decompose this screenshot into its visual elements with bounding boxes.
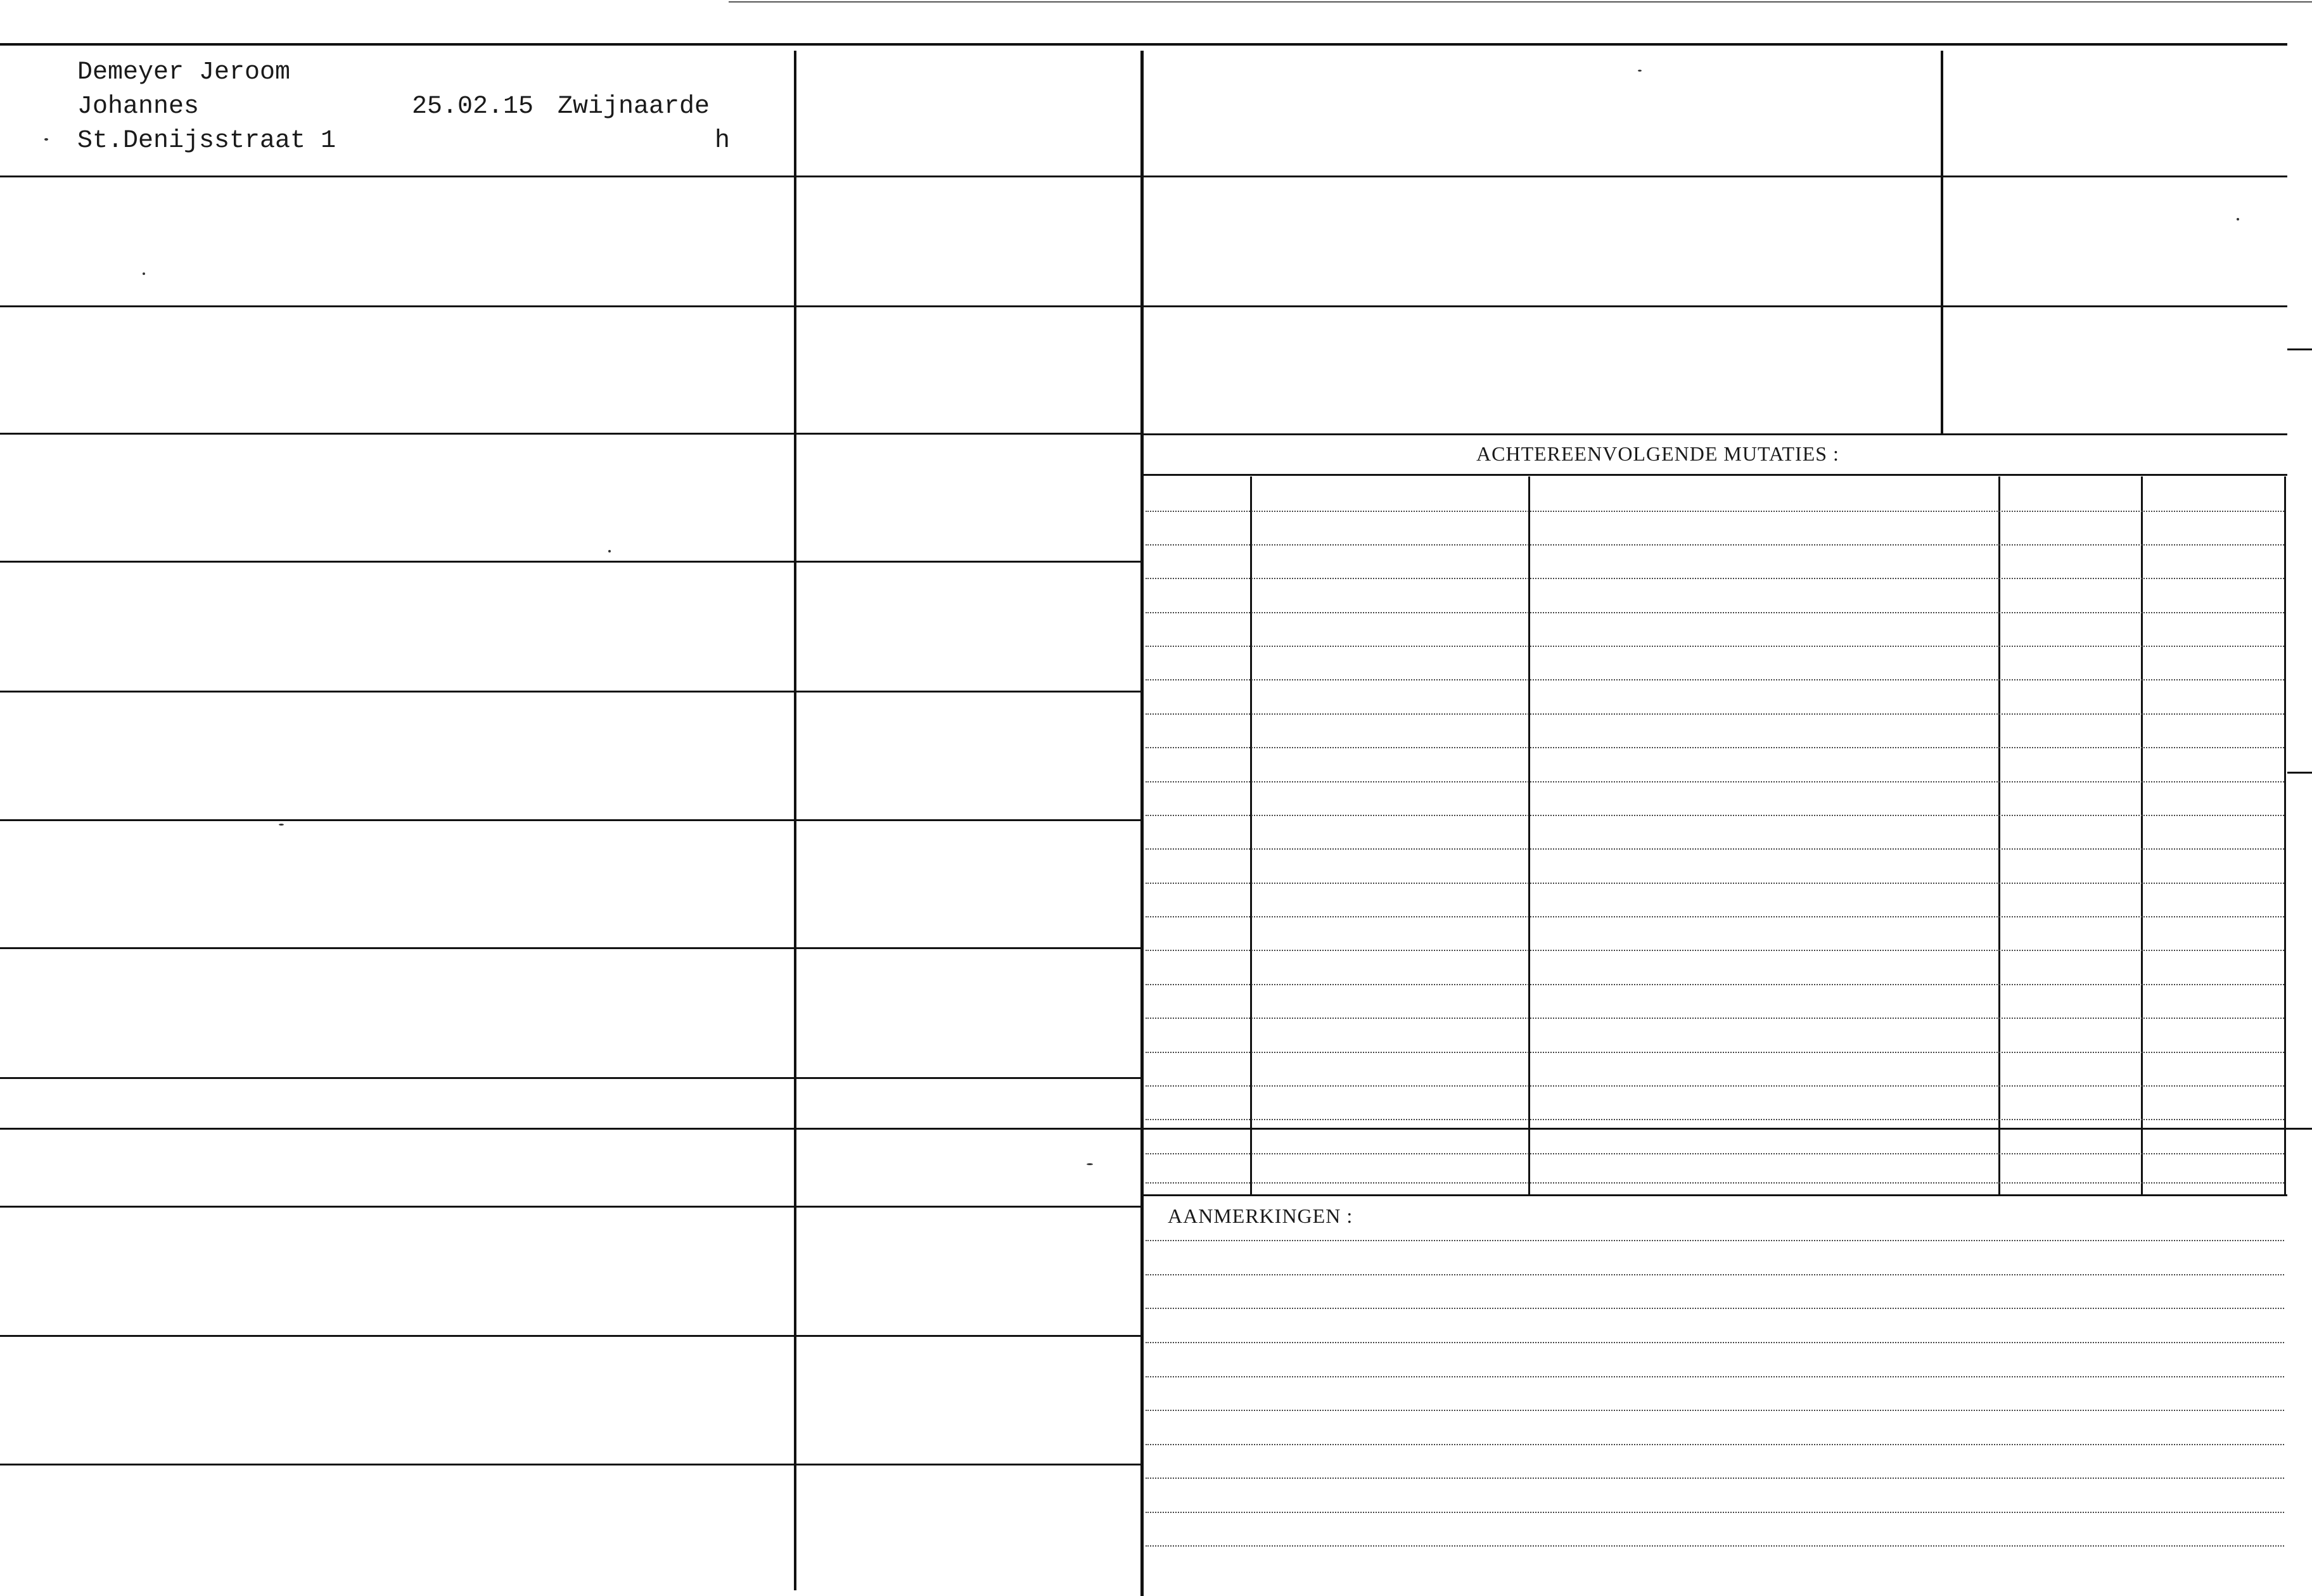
scan-speck: [279, 824, 284, 826]
mutations-col-divider: [1250, 476, 1252, 1194]
remark-dotted-line: [1146, 1512, 2284, 1513]
right-row-line: [1140, 176, 2287, 177]
right-row-line: [1140, 305, 2287, 307]
mutation-dotted-line: [1146, 679, 2284, 680]
scan-speck: [1087, 1163, 1093, 1165]
mutation-dotted-line: [1146, 646, 2284, 647]
remark-dotted-line: [1146, 1342, 2284, 1343]
row-line: [0, 819, 1140, 821]
right-row-line: [1140, 433, 2287, 435]
mutation-dotted-line: [1146, 815, 2284, 816]
row-line: [0, 561, 1140, 563]
mutations-heading: ACHTEREENVOLGENDE MUTATIES :: [1476, 442, 1839, 465]
mutation-dotted-line: [1146, 883, 2284, 884]
mutation-dotted-line: [1146, 1052, 2284, 1053]
remarks-heading: AANMERKINGEN :: [1168, 1204, 1353, 1227]
mutation-dotted-line: [1146, 781, 2284, 782]
mutation-dotted-line: [1146, 1119, 2284, 1120]
scan-speck: [1638, 70, 1642, 72]
mutation-dotted-line: [1146, 1018, 2284, 1019]
column-divider-2: [1140, 51, 1144, 1596]
mutation-dotted-line: [1146, 612, 2284, 613]
scan-speck: [44, 138, 48, 141]
row-line: [0, 305, 1140, 307]
row-line: [0, 1128, 2312, 1130]
mutation-dotted-line: [1146, 1153, 2284, 1154]
mutation-dotted-line: [1146, 578, 2284, 579]
mutations-col-divider: [1998, 476, 2000, 1194]
row-line: [0, 1464, 1140, 1465]
mutations-table-top: [1140, 474, 2287, 476]
remark-dotted-line: [1146, 1444, 2284, 1445]
mutations-col-divider: [1528, 476, 1530, 1194]
mutation-dotted-line: [1146, 747, 2284, 748]
row-line: [0, 947, 1140, 949]
column-divider-3: [1941, 51, 1943, 433]
row-line: [0, 1206, 1140, 1208]
remark-dotted-line: [1146, 1274, 2284, 1275]
row-line: [0, 1077, 1140, 1079]
mutations-col-divider: [2284, 476, 2286, 1194]
person-name-line: Demeyer Jeroom: [77, 58, 291, 87]
mutation-dotted-line: [1146, 713, 2284, 715]
row-line: [0, 176, 1140, 177]
mutation-dotted-line: [1146, 950, 2284, 951]
street-address: St.Denijsstraat 1: [77, 127, 336, 155]
row-line: [0, 1335, 1140, 1337]
card-top-edge: [0, 43, 2287, 46]
edge-tick: [2287, 772, 2312, 774]
row-line: [0, 691, 1140, 693]
birth-place: Zwijnaarde: [558, 93, 710, 121]
mutation-dotted-line: [1146, 916, 2284, 917]
mutations-table-bottom: [1140, 1194, 2287, 1196]
remark-dotted-line: [1146, 1308, 2284, 1309]
birth-date: 25.02.15: [412, 93, 534, 121]
remark-dotted-line: [1146, 1376, 2284, 1377]
scan-speck: [2237, 218, 2239, 220]
mutation-dotted-line: [1146, 544, 2284, 546]
remark-dotted-line: [1146, 1410, 2284, 1411]
remark-dotted-line: [1146, 1240, 2284, 1241]
remark-dotted-line: [1146, 1545, 2284, 1547]
scan-speck: [143, 272, 145, 275]
row-line: [0, 433, 1140, 435]
edge-tick: [2287, 348, 2312, 350]
mutation-dotted-line: [1146, 984, 2284, 985]
mutation-dotted-line: [1146, 848, 2284, 850]
mutation-dotted-line: [1146, 1182, 2284, 1184]
scan-speck: [608, 550, 611, 552]
mutation-dotted-line: [1146, 1085, 2284, 1087]
card-top-edge-faint: [729, 1, 2312, 3]
remark-dotted-line: [1146, 1478, 2284, 1479]
mutations-col-divider: [2141, 476, 2143, 1194]
record-marker: h: [715, 127, 731, 155]
mutation-dotted-line: [1146, 511, 2284, 512]
given-name: Johannes: [77, 93, 200, 121]
